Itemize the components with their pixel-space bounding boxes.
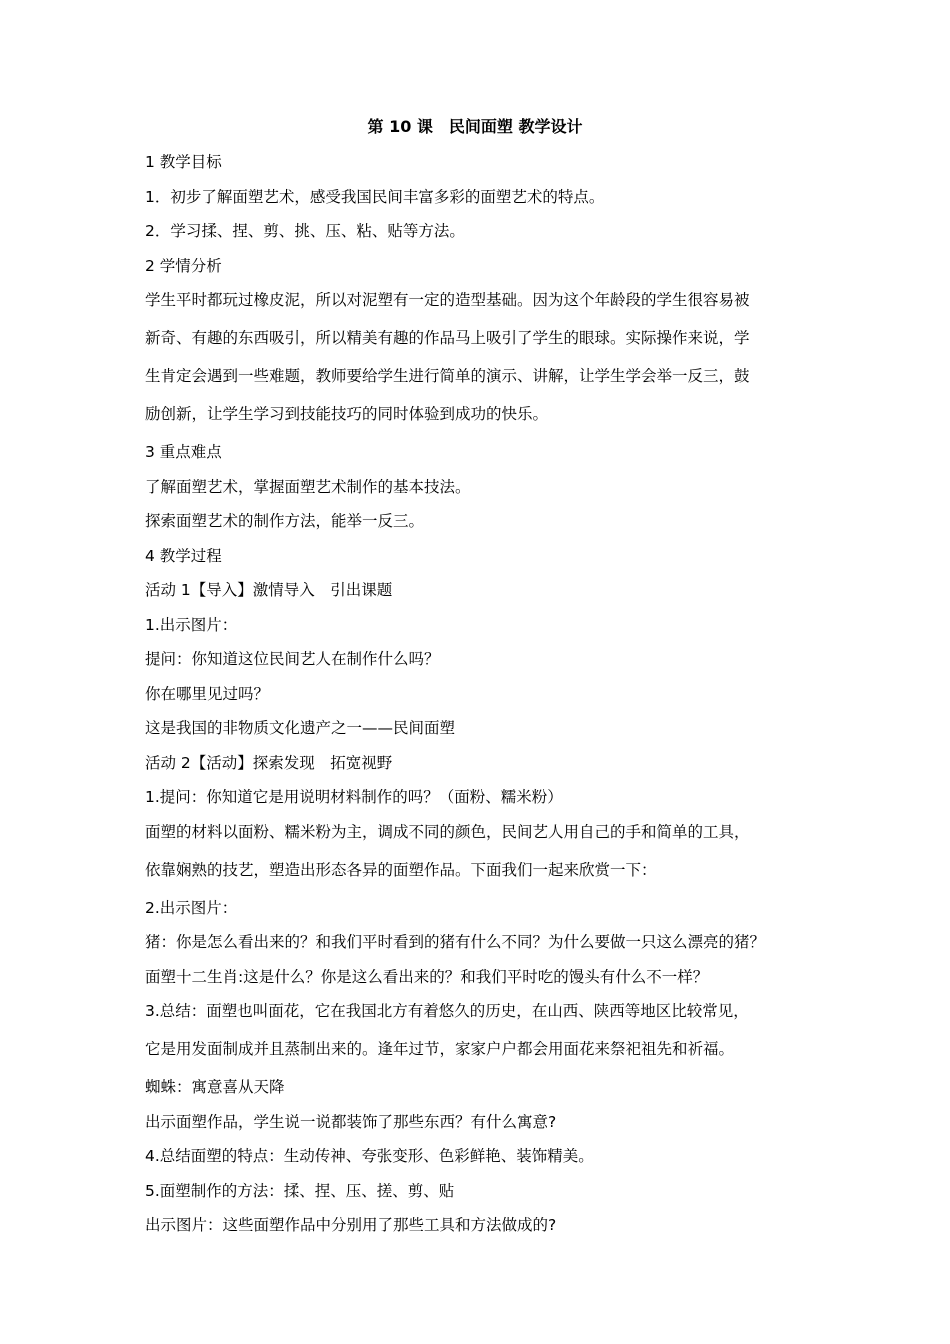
text-line: 出示面塑作品，学生说一说都装饰了那些东西？有什么寓意? bbox=[145, 1112, 557, 1131]
text-line: 2 学情分析 bbox=[145, 256, 222, 275]
text-line: 面塑十二生肖:这是什么？你是这么看出来的？和我们平时吃的馒头有什么不一样？ bbox=[145, 967, 709, 986]
text-line: 活动 2【活动】探索发现 拓宽视野 bbox=[145, 753, 393, 772]
text-line: 4.总结面塑的特点：生动传神、夸张变形、色彩鲜艳、装饰精美。 bbox=[145, 1147, 594, 1165]
text-line: 面塑的材料以面粉、糯米粉为主，调成不同的颜色，民间艺人用自己的手和简单的工具， bbox=[145, 822, 750, 841]
text-line: 3.总结：面塑也叫面花，它在我国北方有着悠久的历史，在山西、陕西等地区比较常见， bbox=[145, 1002, 749, 1020]
document-body bbox=[145, 150, 815, 1248]
text-line: 2.出示图片： bbox=[145, 898, 238, 917]
text-line: 新奇、有趣的东西吸引，所以精美有趣的作品马上吸引了学生的眼球。实际操作来说，学 bbox=[145, 329, 750, 347]
text-line: 提问：你知道这位民间艺人在制作什么吗？ bbox=[145, 650, 440, 668]
text-line: 活动 1【导入】激情导入 引出课题 bbox=[145, 581, 393, 599]
text-line: 1.提问：你知道它是用说明材料制作的吗？（面粉、糯米粉） bbox=[145, 788, 563, 806]
text-line: 猪：你是怎么看出来的？和我们平时看到的猪有什么不同？为什么要做一只这么漂亮的猪？ bbox=[145, 933, 766, 951]
text-line: 3 重点难点 bbox=[145, 443, 222, 461]
text-line: 学生平时都玩过橡皮泥，所以对泥塑有一定的造型基础。因为这个年龄段的学生很容易被 bbox=[145, 291, 750, 309]
text-line: 它是用发面制成并且蒸制出来的。逢年过节，家家户户都会用面花来祭祀祖先和祈福。 bbox=[145, 1040, 735, 1058]
text-line: 生肯定会遇到一些难题，教师要给学生进行简单的演示、讲解，让学生学会举一反三，鼓 bbox=[145, 367, 750, 385]
text-line: 探索面塑艺术的制作方法，能举一反三。 bbox=[145, 512, 425, 530]
text-line: 2．学习揉、捏、剪、挑、压、粘、贴等方法。 bbox=[145, 222, 465, 240]
text-line: 蜘蛛：寓意喜从天降 bbox=[145, 1078, 285, 1096]
text-line: 出示图片：这些面塑作品中分别用了那些工具和方法做成的? bbox=[145, 1216, 557, 1234]
text-line: 1．初步了解面塑艺术，感受我国民间丰富多彩的面塑艺术的特点。 bbox=[145, 187, 605, 206]
text-line: 励创新，让学生学习到技能技巧的同时体验到成功的快乐。 bbox=[145, 405, 549, 423]
text-line: 1.出示图片： bbox=[145, 615, 238, 634]
text-line: 了解面塑艺术，掌握面塑艺术制作的基本技法。 bbox=[145, 477, 471, 496]
document-title: 第 10 课 民间面塑 教学设计 bbox=[367, 117, 583, 136]
text-line: 这是我国的非物质文化遗产之一——民间面塑 bbox=[145, 719, 456, 737]
text-line: 1 教学目标 bbox=[145, 153, 222, 171]
text-line: 你在哪里见过吗？ bbox=[145, 684, 270, 703]
text-line: 依靠娴熟的技艺，塑造出形态各异的面塑作品。下面我们一起来欣赏一下： bbox=[145, 860, 657, 879]
text-line: 5.面塑制作的方法：揉、捏、压、搓、剪、贴 bbox=[145, 1181, 455, 1200]
text-line: 4 教学过程 bbox=[145, 546, 222, 565]
